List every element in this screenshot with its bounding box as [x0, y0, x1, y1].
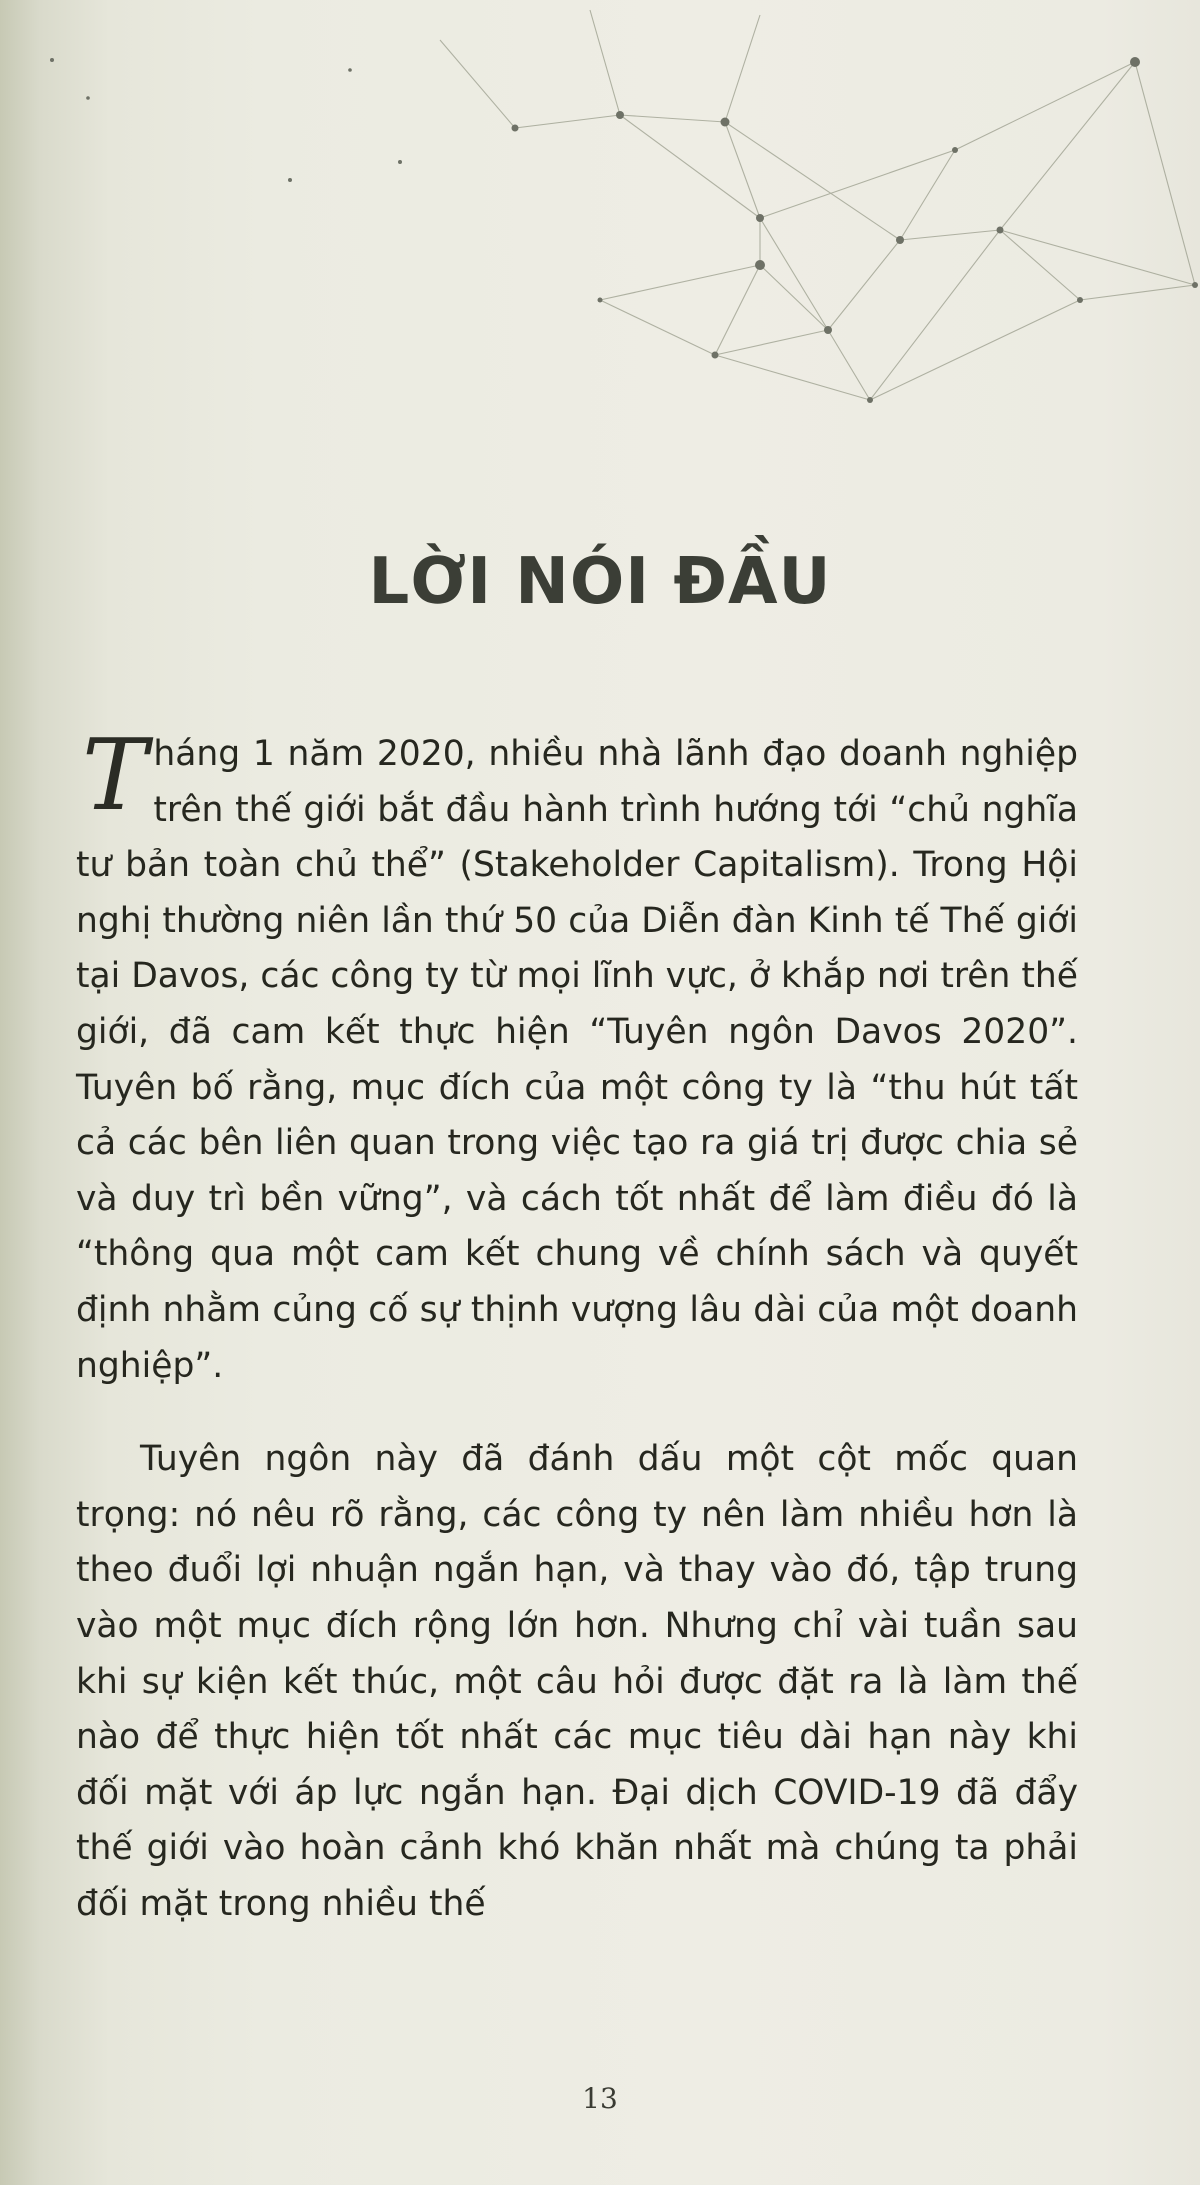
page-number: 13: [582, 2082, 618, 2115]
chapter-title: LỜI NÓI ĐẦU: [368, 545, 832, 619]
paragraph-1-text: háng 1 năm 2020, nhiều nhà lãnh đạo doanh nghiệp trên thế giới bắt đầu hành trình hướng tới “chủ nghĩa tư bản toàn chủ thể” (Stakeholder Capitalism). Trong Hội nghị thường niên lần thứ 50 của Diễn đàn Kinh tế Thế giới tại Davos, các công ty từ mọi lĩnh vực, ở khắp nơi trên thế giới, đã cam kết thực hiện “Tuyên ngôn Davos 2020”. Tuyên bố rằng, mục đích của một công ty là “thu hút tất cả các bên liên quan trong việc tạo ra giá trị được chia sẻ và duy trì bền vững”, và cách tốt nhất để làm điều đó là “thông qua một cam kết chung về chính sách và quyết định nhằm củng cố sự thịnh vượng lâu dài của một doanh nghiệp”.: [76, 734, 1078, 1386]
drop-cap: T: [82, 719, 148, 833]
network-decoration: [0, 0, 1200, 520]
paragraph-2: Tuyên ngôn này đã đánh dấu một cột mốc quan trọng: nó nêu rõ rằng, các công ty nên làm nhiều hơn là theo đuổi lợi nhuận ngắn hạn, và thay vào đó, tập trung vào một mục đích rộng lớn hơn. Nhưng chỉ vài tuần sau khi sự kiện kết thúc, một câu hỏi được đặt ra là làm thế nào để thực hiện tốt nhất các mục tiêu dài hạn này khi đối mặt với áp lực ngắn hạn. Đại dịch COVID-19 đã đẩy thế giới vào hoàn cảnh khó khăn nhất mà chúng ta phải đối mặt trong nhiều thế: [76, 1439, 1078, 1924]
paragraph-1: [76, 719, 1078, 1394]
body-text: [76, 719, 1078, 1932]
